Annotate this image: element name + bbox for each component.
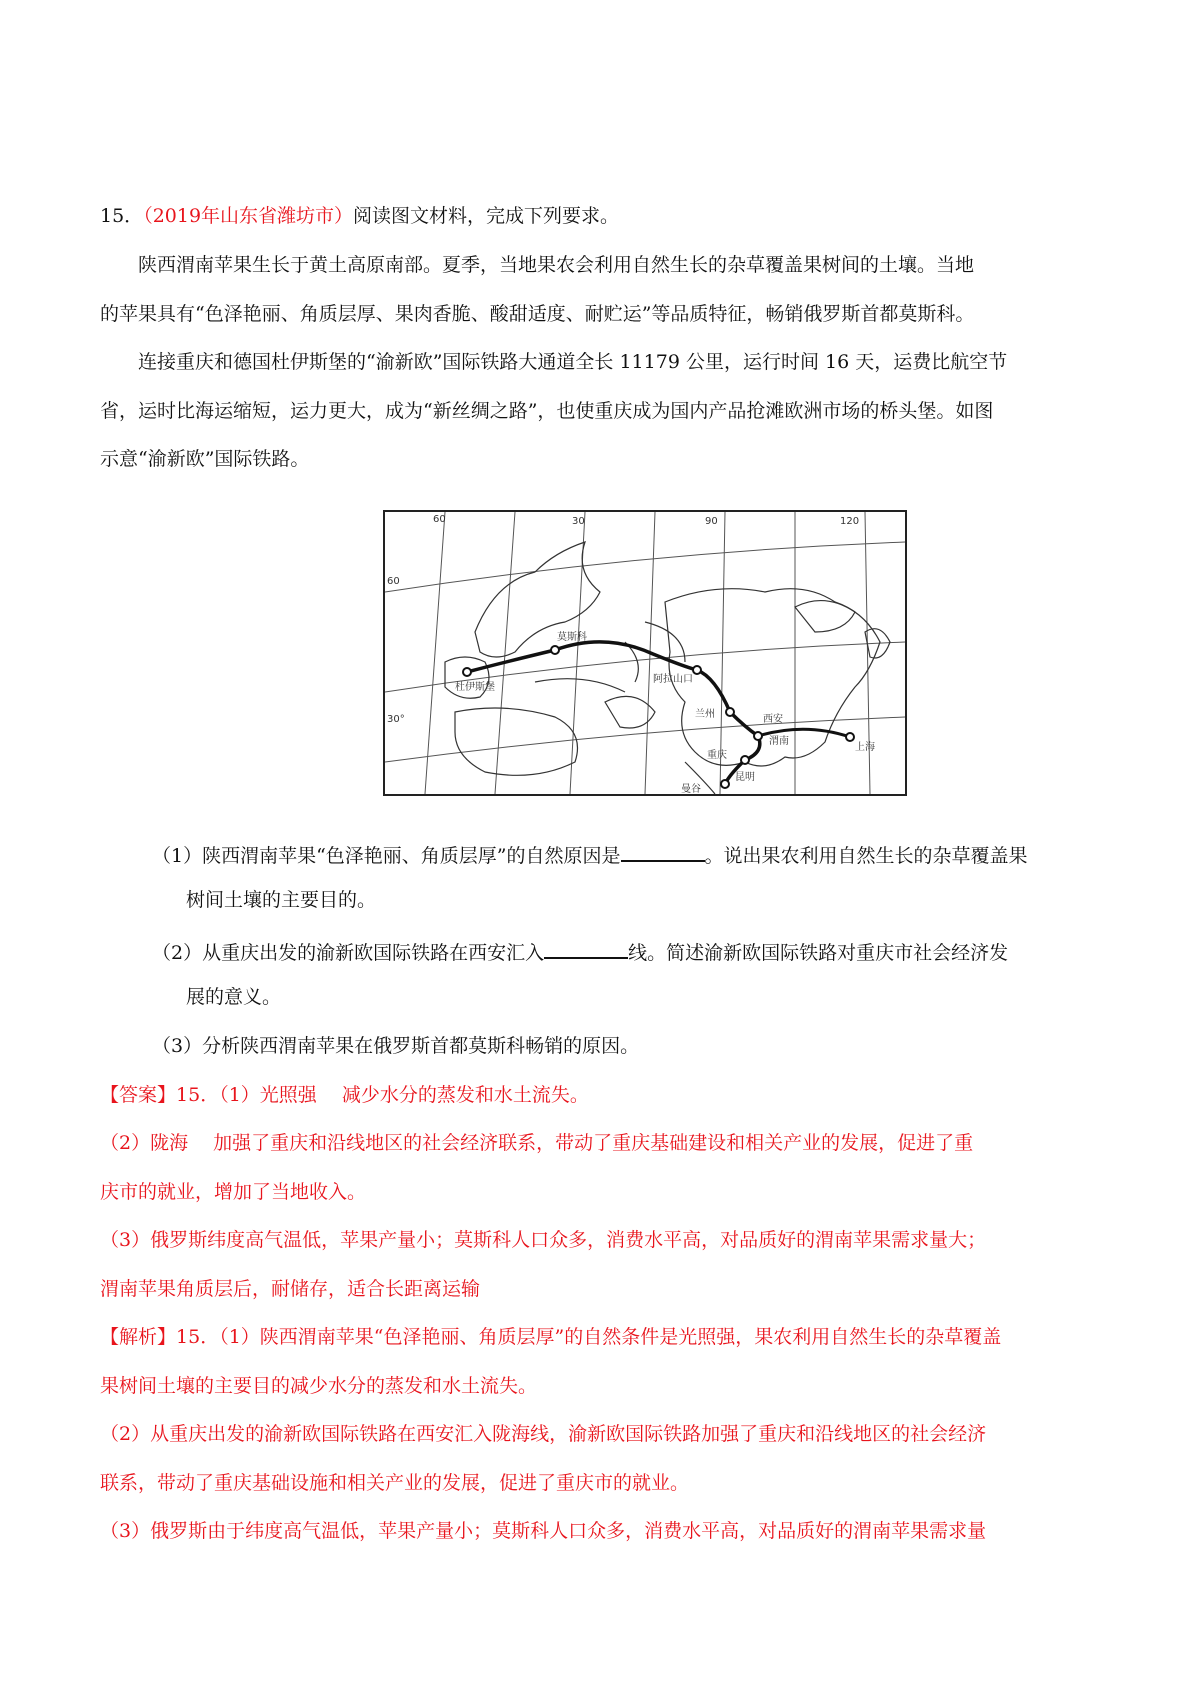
railway-map-svg bbox=[385, 512, 905, 794]
map-graticule bbox=[385, 512, 905, 794]
answer-tag: 【答案】 bbox=[100, 1084, 177, 1106]
analysis-text: 15．（1）陕西渭南苹果“色泽艳丽、角质层厚”的自然条件是光照强，果农利用自然生长的杂草覆盖 bbox=[176, 1326, 1002, 1348]
para2-line-3: 示意“渝新欧”国际铁路。 bbox=[100, 448, 310, 470]
station-alashankou bbox=[693, 666, 701, 674]
question-source: （2019年山东省潍坊市） bbox=[143, 205, 354, 227]
station-xian bbox=[754, 732, 762, 740]
analysis-line-1 bbox=[100, 1328, 1001, 1347]
sub-question-2-text-cont: 线。简述渝新欧国际铁路对重庆市社会经济发 bbox=[628, 942, 1009, 964]
station-kunming bbox=[721, 780, 729, 788]
answer-line-1 bbox=[100, 1086, 589, 1105]
para1-line-1: 陕西渭南苹果生长于黄土高原南部。夏季，当地果农会利用自然生长的杂草覆盖果树间的土壤。当地 bbox=[138, 254, 975, 276]
analysis-line-3: （2）从重庆出发的渝新欧国际铁路在西安汇入陇海线，渝新欧国际铁路加强了重庆和沿线地区的社会经济 bbox=[100, 1423, 987, 1445]
answer-text: 15．（1）光照强 减少水分的蒸发和水土流失。 bbox=[176, 1084, 589, 1106]
meridian-line bbox=[425, 512, 445, 794]
para2-line-1: 连接重庆和德国杜伊斯堡的“渝新欧”国际铁路大通道全长 11179 公里，运行时间 16 天，运费比航空节 bbox=[138, 351, 1008, 373]
mongolia-outline bbox=[795, 601, 855, 632]
place-moscow: 莫斯科 bbox=[557, 632, 587, 643]
lon-label-120: 120 bbox=[840, 516, 860, 527]
station-moscow bbox=[551, 646, 559, 654]
place-xian: 西安 bbox=[763, 714, 783, 725]
para1-line-2: 的苹果具有“色泽艳丽、角质层厚、果肉香脆、酸甜适度、耐贮运”等品质特征，畅销俄罗斯首都莫斯科。 bbox=[100, 303, 975, 325]
map-coastlines bbox=[445, 542, 890, 794]
place-bangkok: 曼谷 bbox=[681, 784, 701, 794]
para2-line-2: 省，运时比海运缩短，运力更大，成为“新丝绸之路”，也使重庆成为国内产品抢滩欧洲市场的桥头堡。如图 bbox=[100, 400, 994, 422]
place-lanzhou: 兰州 bbox=[695, 709, 715, 720]
sub-question-1-text: （1）陕西渭南苹果“色泽艳丽、角质层厚”的自然原因是 bbox=[152, 845, 621, 867]
answer-blank-1 bbox=[621, 842, 705, 862]
sub-question-2-line-2: 展的意义。 bbox=[186, 986, 282, 1008]
lon-label-60: 60 bbox=[433, 514, 446, 525]
sub-question-1-line-1 bbox=[152, 842, 1028, 866]
analysis-line-5: （3）俄罗斯由于纬度高气温低，苹果产量小；莫斯科人口众多，消费水平高，对品质好的渭南苹果需求量 bbox=[100, 1520, 987, 1542]
place-duisburg: 杜伊斯堡 bbox=[455, 682, 495, 693]
question-intro: 阅读图文材料，完成下列要求。 bbox=[353, 205, 620, 227]
analysis-line-4: 联系，带动了重庆基础设施和相关产业的发展，促进了重庆市的就业。 bbox=[100, 1472, 690, 1494]
place-shanghai: 上海 bbox=[855, 742, 875, 753]
sub-question-1-text-cont: 。说出果农利用自然生长的杂草覆盖果 bbox=[704, 845, 1028, 867]
question-number: 15． bbox=[100, 205, 144, 227]
sub-question-2-text: （2）从重庆出发的渝新欧国际铁路在西安汇入 bbox=[152, 942, 545, 964]
analysis-tag: 【解析】 bbox=[100, 1326, 177, 1348]
place-weinan: 渭南 bbox=[769, 736, 789, 747]
answer-blank-2 bbox=[544, 939, 628, 959]
lon-label-30: 30 bbox=[572, 516, 585, 527]
answer-line-4: （3）俄罗斯纬度高气温低，苹果产量小；莫斯科人口众多，消费水平高，对品质好的渭南苹果需求量大； bbox=[100, 1229, 987, 1251]
station-chongqing bbox=[741, 756, 749, 764]
analysis-line-2: 果树间土壤的主要目的减少水分的蒸发和水土流失。 bbox=[100, 1375, 538, 1397]
question-header bbox=[100, 207, 619, 226]
railway-map bbox=[383, 510, 907, 796]
sub-question-1-line-2: 树间土壤的主要目的。 bbox=[186, 889, 377, 911]
lon-label-90: 90 bbox=[705, 516, 718, 527]
station-duisburg bbox=[463, 668, 471, 676]
answer-line-3: 庆市的就业，增加了当地收入。 bbox=[100, 1181, 367, 1203]
answer-line-2: （2）陇海 加强了重庆和沿线地区的社会经济联系，带动了重庆基础建设和相关产业的发展，促进了重 bbox=[100, 1132, 974, 1154]
parallel-line bbox=[385, 542, 905, 592]
railway-route bbox=[467, 642, 760, 784]
lat-label-60: 60 bbox=[387, 576, 400, 587]
station-shanghai bbox=[846, 733, 854, 741]
sub-question-2-line-1 bbox=[152, 939, 1008, 963]
answer-line-5: 渭南苹果角质层后，耐储存，适合长距离运输 bbox=[100, 1278, 481, 1300]
lat-label-30: 30° bbox=[387, 714, 405, 725]
place-alashankou: 阿拉山口 bbox=[653, 674, 693, 685]
station-lanzhou bbox=[726, 708, 734, 716]
place-kunming: 昆明 bbox=[735, 772, 755, 783]
sub-question-3: （3）分析陕西渭南苹果在俄罗斯首都莫斯科畅销的原因。 bbox=[152, 1035, 640, 1057]
place-chongqing: 重庆 bbox=[707, 750, 727, 761]
